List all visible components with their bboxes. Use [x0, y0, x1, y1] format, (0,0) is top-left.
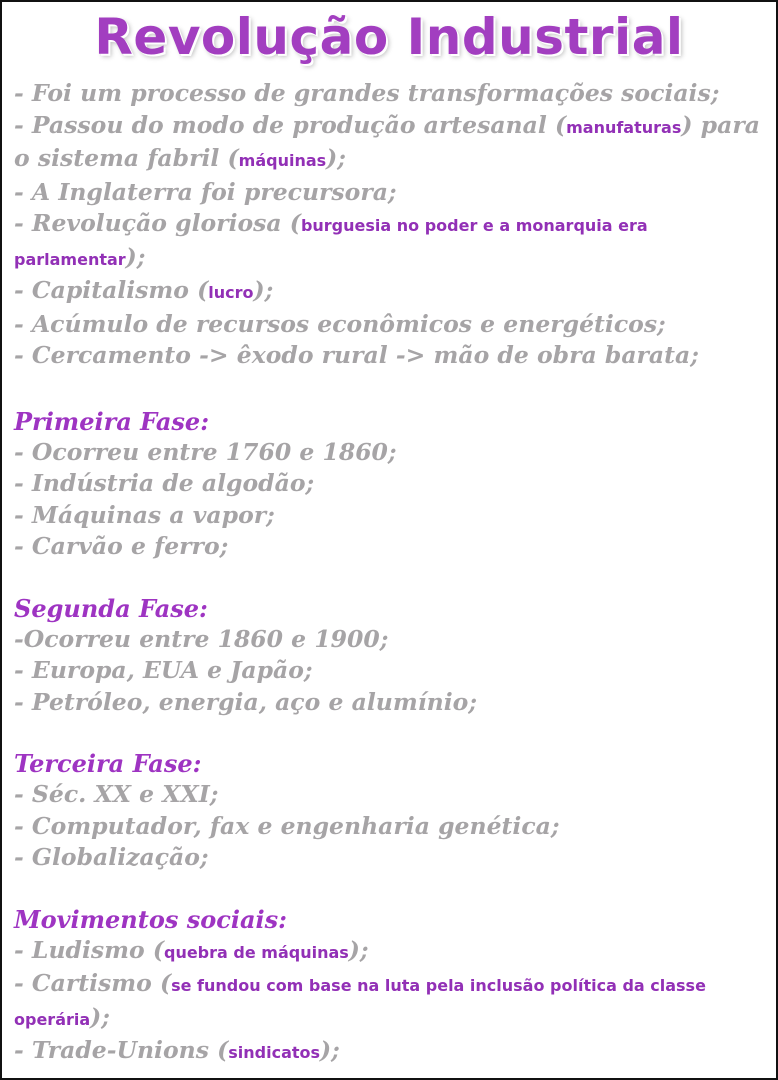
text: );: [125, 242, 146, 271]
section-heading: Terceira Fase:: [14, 749, 202, 778]
list-item: - Séc. XX e XXI;: [14, 780, 219, 808]
primeira-fase-section: [14, 406, 764, 563]
text: );: [320, 1036, 340, 1064]
movimentos-sociais-section: [14, 904, 764, 1069]
highlight: burguesia no poder e a monarquia era: [300, 216, 648, 235]
text: ) para: [681, 110, 760, 139]
list-item: - Petróleo, energia, aço e alumínio;: [14, 687, 477, 716]
section-heading: Movimentos sociais:: [14, 904, 287, 934]
highlight: parlamentar: [14, 249, 126, 269]
section-heading: Segunda Fase:: [14, 593, 208, 623]
intro-line: - A Inglaterra foi precursora;: [14, 177, 397, 206]
list-item: [14, 1002, 764, 1036]
text: - Capitalismo (: [14, 276, 209, 304]
text: );: [326, 144, 346, 172]
intro-line: - Foi um processo de grandes transformações sociais;: [14, 79, 720, 107]
intro-section: [14, 78, 764, 372]
list-item: - Globalização;: [14, 843, 209, 871]
text: );: [90, 1002, 110, 1031]
intro-line: - Cercamento -> êxodo rural -> mão de obra barata;: [14, 341, 699, 369]
intro-line: [14, 143, 764, 177]
intro-line: [14, 110, 764, 144]
page-title: Revolução Industrial: [94, 8, 684, 66]
list-item: - Europa, EUA e Japão;: [14, 656, 313, 684]
text: - Passou do modo de produção artesanal (: [14, 110, 567, 139]
intro-line: [14, 275, 764, 309]
text: - Cartismo (: [14, 969, 172, 997]
text: - Ludismo (: [14, 935, 164, 964]
intro-line: [14, 242, 764, 276]
list-item: -Ocorreu entre 1860 e 1900;: [14, 624, 389, 653]
highlight: manufaturas: [566, 117, 682, 137]
text: );: [348, 935, 369, 964]
highlight: operária: [14, 1009, 91, 1029]
text: - Revolução gloriosa (: [14, 209, 301, 237]
list-item: - Indústria de algodão;: [14, 469, 315, 497]
list-item: - Carvão e ferro;: [14, 532, 229, 560]
text: o sistema fabril (: [14, 144, 239, 172]
highlight: máquinas: [238, 151, 327, 170]
intro-line: [14, 208, 764, 242]
terceira-fase-section: [14, 748, 764, 874]
list-item: [14, 935, 764, 969]
text: - Trade-Unions (: [14, 1036, 229, 1064]
section-heading: Primeira Fase:: [14, 406, 210, 436]
segunda-fase-section: [14, 593, 764, 719]
text: );: [253, 276, 274, 304]
list-item: [14, 1035, 764, 1069]
list-item: [14, 968, 764, 1002]
highlight: se fundou com base na luta pela inclusão política da classe: [171, 976, 706, 995]
list-item: - Computador, fax e engenharia genética;: [14, 811, 560, 840]
highlight: sindicatos: [228, 1043, 321, 1062]
list-item: - Máquinas a vapor;: [14, 500, 275, 529]
highlight: quebra de máquinas: [163, 942, 349, 962]
content: [2, 70, 776, 1069]
highlight: lucro: [208, 283, 254, 302]
list-item: - Ocorreu entre 1760 e 1860;: [14, 437, 397, 466]
intro-line: - Acúmulo de recursos econômicos e energéticos;: [14, 309, 666, 338]
